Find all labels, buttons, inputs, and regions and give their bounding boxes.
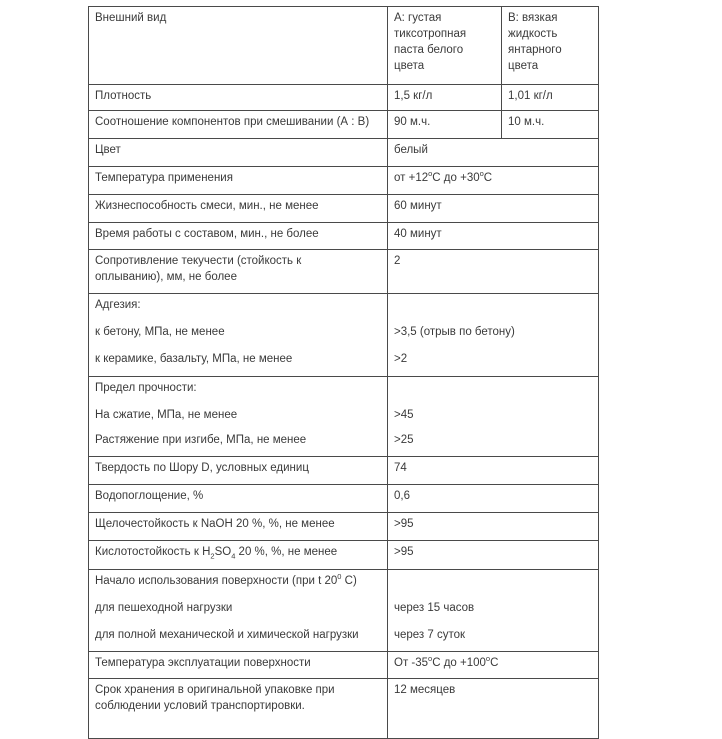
row-pot-life [89,195,599,223]
cell-app-temp-label: Температура применения [89,167,388,195]
cell-ratio-a: 90 м.ч. [388,111,502,139]
appearance-b-line3: янтарного [508,44,562,56]
cell-acid-label: Кислотостойкость к $H_2SO_4$ 20 %, %, не менее [89,541,388,570]
cell-alkali-label: Щелочестойкость к NaOH 20 %, %, не менее [89,513,388,541]
adhesion-heading: Адгезия: [95,299,141,311]
cell-strength-value [388,377,599,457]
cell-usage-value [388,570,599,652]
row-app-temp [89,167,599,195]
row-op-temp [89,652,599,679]
appearance-a-line3: паста белого [394,44,464,56]
row-color [89,139,599,167]
appearance-b-line2: жидкость [508,28,558,40]
strength-bend-value: >25 [394,434,414,446]
cell-alkali-value: >95 [388,513,599,541]
strength-bend-label: Растяжение при изгибе, МПа, не менее [95,434,307,446]
row-storage [89,679,599,739]
cell-ratio-label: Соотношение компонентов при смешивании (А : В) [89,111,388,139]
cell-ratio-b: 10 м.ч. [502,111,599,139]
row-adhesion [89,294,599,377]
cell-appearance-a [388,7,502,85]
adhesion-ceramic-value: >2 [394,353,408,365]
adhesion-concrete-label: к бетону, МПа, не менее [95,326,225,338]
cell-adhesion-label [89,294,388,377]
row-alkali [89,513,599,541]
appearance-b-line1: В: вязкая [508,12,558,24]
cell-usage-label [89,570,388,652]
row-flow [89,250,599,294]
appearance-a-line4: цвета [394,60,425,72]
row-acid [89,541,599,570]
row-hardness [89,457,599,485]
strength-compress-value: >45 [394,409,414,421]
cell-flow-label: Сопротивление текучести (стойкость к оплыванию), мм, не более [89,250,388,294]
cell-water-value: 0,6 [388,485,599,513]
spec-table [88,6,599,739]
cell-adhesion-value [388,294,599,377]
strength-heading: Предел прочности: [95,382,197,394]
cell-hardness-label: Твердость по Шору D, условных единиц [89,457,388,485]
cell-work-time-value: 40 минут [388,223,599,250]
usage-full-value: через 7 суток [394,629,466,641]
cell-storage-value: 12 месяцев [388,679,599,739]
cell-hardness-value: 74 [388,457,599,485]
cell-strength-label [89,377,388,457]
usage-ped-label: для пешеходной нагрузки [95,602,233,614]
cell-appearance-b [502,7,599,85]
cell-density-label: Плотность [89,85,388,111]
row-water [89,485,599,513]
cell-op-temp-label: Температура эксплуатации поверхности [89,652,388,679]
usage-full-label: для полной механической и химической нагрузки [95,629,359,641]
cell-acid-value: >95 [388,541,599,570]
cell-color-value: белый [388,139,599,167]
row-ratio [89,111,599,139]
cell-app-temp-value: от $+12^оС$ до $+30^оС$ [388,167,599,195]
adhesion-concrete-value: >3,5 (отрыв по бетону) [394,326,515,338]
cell-flow-value: 2 [388,250,599,294]
row-work-time [89,223,599,250]
appearance-a-line1: А: густая [394,12,442,24]
strength-compress-label: На сжатие, МПа, не менее [95,409,238,421]
cell-appearance-label: Внешний вид [89,7,388,85]
usage-heading: Начало использования поверхности (при t $20^0$ С) [95,572,357,587]
cell-work-time-label: Время работы с составом, мин., не более [89,223,388,250]
cell-pot-life-value: 60 минут [388,195,599,223]
row-strength [89,377,599,457]
row-usage [89,570,599,652]
appearance-a-line2: тиксотропная [394,28,467,40]
cell-storage-label: Срок хранения в оригинальной упаковке при соблюдении условий транспортировки. [89,679,388,739]
row-appearance [89,7,599,85]
cell-color-label: Цвет [89,139,388,167]
cell-pot-life-label: Жизнеспособность смеси, мин., не менее [89,195,388,223]
row-density [89,85,599,111]
cell-op-temp-value: От $-35^оС$ до $+100^оС$ [388,652,599,679]
appearance-b-line4: цвета [508,60,539,72]
cell-water-label: Водопоглощение, % [89,485,388,513]
cell-density-a: 1,5 кг/л [388,85,502,111]
usage-ped-value: через 15 часов [394,602,475,614]
cell-density-b: 1,01 кг/л [502,85,599,111]
adhesion-ceramic-label: к керамике, базальту, МПа, не менее [95,353,293,365]
